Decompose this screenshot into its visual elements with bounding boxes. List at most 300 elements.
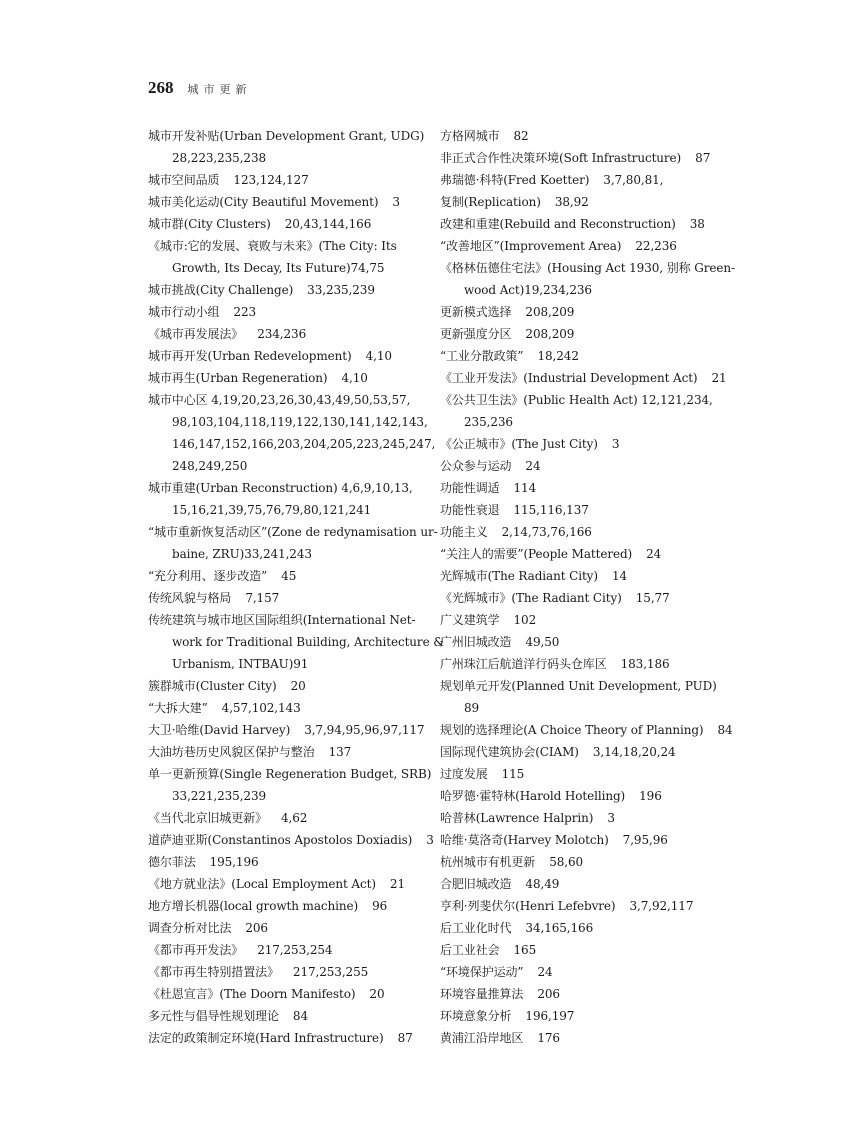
index-term-text: 功能性调适 (440, 481, 500, 495)
index-page-refs: 223 (233, 305, 257, 319)
index-term-text: 环境意象分析 (440, 1009, 512, 1023)
index-page-refs: 4,10 (341, 371, 368, 385)
index-entry (148, 807, 430, 829)
index-term-text: “充分利用、逐步改造” (148, 569, 268, 583)
index-term (440, 235, 730, 257)
index-term-text: “改善地区”(Improvement Area) (440, 239, 622, 253)
index-term (440, 763, 730, 785)
index-page-refs: 22,236 (635, 239, 677, 253)
index-term (148, 389, 430, 411)
index-term-text: 传统建筑与城市地区国际组织(International Net- (148, 613, 416, 627)
index-term-text: 光辉城市(The Radiant City) (440, 569, 598, 583)
index-page-refs: 3 (607, 811, 615, 825)
index-term (440, 851, 730, 873)
index-term-text: 规划单元开发(Planned Unit Development, PUD) (440, 679, 717, 693)
index-term (148, 323, 430, 345)
index-term-continuation (440, 279, 730, 301)
index-term (440, 1005, 730, 1027)
index-entry (440, 785, 730, 807)
index-column-right (440, 125, 735, 1049)
index-term-text: 《公正城市》(The Just City) (440, 437, 598, 451)
index-page-refs: 3 (392, 195, 400, 209)
index-term-text: 亨利·列斐伏尔(Henri Lefebvre) (440, 899, 616, 913)
index-entry (440, 389, 730, 433)
index-term (440, 257, 735, 279)
index-term-text: 《格林伍德住宅法》(Housing Act 1930, 别称 Green- (440, 261, 735, 275)
index-page-refs: 217,253,254 (257, 943, 333, 957)
index-term (440, 895, 730, 917)
index-term-continuation (148, 543, 430, 565)
index-page-refs: 33,235,239 (307, 283, 375, 297)
index-entry (440, 169, 730, 191)
index-entry (440, 345, 730, 367)
index-page-refs: 48,49 (525, 877, 560, 891)
index-term (440, 741, 730, 763)
index-term-text: “关注人的需要”(People Mattered) (440, 547, 633, 561)
index-term (148, 235, 430, 257)
index-entry (440, 807, 730, 829)
index-entry (440, 499, 730, 521)
index-entry (440, 323, 730, 345)
index-term-continuation (148, 257, 430, 279)
index-term-text: 国际现代建筑协会(CIAM) (440, 745, 579, 759)
index-page-refs: 208,209 (525, 305, 575, 319)
index-term (440, 939, 730, 961)
index-page-refs: 14 (611, 569, 628, 583)
index-page-refs: 21 (389, 877, 405, 891)
index-entry (148, 609, 444, 675)
index-page-refs: 3,14,18,20,24 (592, 745, 676, 759)
index-term-text: 道萨迪亚斯(Constantinos Apostolos Doxiadis) (148, 833, 413, 847)
index-page-refs: 7,95,96 (622, 833, 668, 847)
index-entry (440, 851, 730, 873)
index-entry (440, 587, 730, 609)
index-entry (148, 367, 430, 389)
index-term-text: 城市中心区 4,19,20,23,26,30,43,49,50,53,57, (148, 393, 411, 407)
index-page-refs: 18,242 (537, 349, 579, 363)
index-term (148, 917, 430, 939)
index-term (148, 873, 430, 895)
index-entry (148, 961, 430, 983)
index-term (440, 653, 730, 675)
index-entry (440, 125, 730, 147)
index-term-text: 公众参与运动 (440, 459, 512, 473)
index-term (440, 719, 733, 741)
index-term-text: 城市开发补贴(Urban Development Grant, UDG) (148, 129, 425, 143)
index-term-text: 146,147,152,166,203,204,205,223,245,247, (172, 437, 436, 451)
running-head: 城市更新 (187, 83, 252, 96)
index-entry (148, 873, 430, 895)
index-term (440, 785, 730, 807)
index-page-refs: 3,7,80,81, (603, 173, 664, 187)
index-term-text: 33,221,235,239 (172, 789, 267, 803)
index-page-refs: 217,253,255 (292, 965, 369, 979)
index-page-refs: 20 (369, 987, 385, 1001)
index-term-text: 功能性衰退 (440, 503, 500, 517)
index-term-text: 《当代北京旧城更新》 (148, 811, 268, 825)
index-term (148, 301, 430, 323)
index-term-text: 方格网城市 (440, 129, 500, 143)
index-entry (148, 323, 430, 345)
index-column-left (148, 125, 444, 1049)
index-term-text: 235,236 (464, 415, 513, 429)
index-page-refs: 33,241,243 (244, 547, 312, 561)
index-term-text: “环境保护运动” (440, 965, 524, 979)
index-page-refs: 234,236 (257, 327, 307, 341)
index-entry (148, 345, 430, 367)
index-entry (440, 235, 730, 257)
index-term-text: 更新强度分区 (440, 327, 512, 341)
index-term-text: 《杜恩宣言》(The Doorn Manifesto) (148, 987, 356, 1001)
index-entry (440, 521, 730, 543)
index-term-text: 单一更新预算(Single Regeneration Budget, SRB) (148, 767, 432, 781)
index-term-text: 大油坊巷历史风貌区保护与整治 (148, 745, 315, 759)
index-term (440, 917, 730, 939)
index-term (440, 521, 730, 543)
index-entry (148, 1005, 430, 1027)
index-term-text: 更新模式选择 (440, 305, 512, 319)
index-term-text: 地方增长机器(local growth machine) (148, 899, 359, 913)
index-page-refs: 24 (537, 965, 553, 979)
index-term-text: 复制(Replication) (440, 195, 541, 209)
index-term (148, 741, 430, 763)
index-entry (440, 257, 735, 301)
index-term-text: 簇群城市(Cluster City) (148, 679, 277, 693)
index-page-refs: 115 (501, 767, 525, 781)
index-term (148, 191, 430, 213)
index-page-refs: 165 (513, 943, 537, 957)
index-entry (148, 917, 430, 939)
page-header (148, 78, 252, 98)
index-term (440, 675, 730, 697)
index-term-text: 多元性与倡导性规划理论 (148, 1009, 279, 1023)
index-term (148, 983, 430, 1005)
index-page-refs: 3 (611, 437, 620, 451)
index-term (148, 763, 430, 785)
index-entry (440, 301, 730, 323)
index-term-text: 后工业社会 (440, 943, 500, 957)
index-page-refs: 21 (711, 371, 727, 385)
index-entry (440, 609, 730, 631)
index-term-text: 哈普林(Lawrence Halprin) (440, 811, 594, 825)
index-entry (148, 191, 430, 213)
index-term (148, 125, 430, 147)
index-term-text: work for Traditional Building, Architecture & (172, 635, 444, 649)
index-term-text: 广州珠江后航道洋行码头仓库区 (440, 657, 607, 671)
index-term-text: 后工业化时代 (440, 921, 512, 935)
index-term-text: “城市重新恢复活动区”(Zone de redynamisation ur- (148, 525, 438, 539)
index-term (148, 961, 430, 983)
index-entry (148, 675, 430, 697)
index-term (440, 961, 730, 983)
index-term (440, 367, 730, 389)
index-entry (148, 939, 430, 961)
index-entry (440, 191, 730, 213)
index-term-continuation (148, 631, 444, 653)
index-term (440, 499, 730, 521)
index-term (148, 697, 430, 719)
index-term-text: 《城市再发展法》 (148, 327, 244, 341)
index-page-refs: 74,75 (350, 261, 385, 275)
index-page-refs: 176 (537, 1031, 560, 1045)
index-term-continuation (148, 455, 430, 477)
index-term-text: baine, ZRU) (172, 547, 245, 561)
index-term (440, 631, 730, 653)
index-term-text: 黄浦江沿岸地区 (440, 1031, 524, 1045)
index-term-text: 杭州城市有机更新 (440, 855, 536, 869)
index-term (440, 323, 730, 345)
index-term-text: Urbanism, INTBAU) (172, 657, 294, 671)
index-page-refs: 195,196 (209, 855, 259, 869)
index-term (440, 191, 730, 213)
index-entry (440, 213, 730, 235)
index-term-text: 广义建筑学 (440, 613, 500, 627)
index-term (148, 587, 430, 609)
index-term (148, 367, 430, 389)
index-term (148, 719, 430, 741)
index-term-text: “大拆大建” (148, 701, 208, 715)
index-entry (440, 961, 730, 983)
index-page-refs: 208,209 (525, 327, 575, 341)
index-term (440, 543, 730, 565)
index-page-refs: 82 (513, 129, 529, 143)
index-page-refs: 4,10 (365, 349, 392, 363)
index-term (440, 125, 730, 147)
index-term-text: 调查分析对比法 (148, 921, 232, 935)
index-entry (148, 125, 430, 169)
index-term (148, 345, 430, 367)
index-term (440, 477, 730, 499)
index-term-text: 功能主义 (440, 525, 488, 539)
index-term-text: 《公共卫生法》(Public Health Act) 12,121,234, (440, 393, 713, 407)
index-term-text: 《城市:它的发展、衰败与未来》(The City: Its (148, 239, 397, 253)
index-entry (148, 235, 430, 279)
index-entry (148, 521, 438, 565)
index-entry (440, 983, 730, 1005)
index-entry (148, 169, 430, 191)
index-term-text: 28,223,235,238 (172, 151, 267, 165)
index-page-refs: 84 (717, 723, 733, 737)
index-page-refs: 20 (290, 679, 306, 693)
index-term-text: 非正式合作性决策环境(Soft Infrastructure) (440, 151, 682, 165)
index-term-text: 城市行动小组 (148, 305, 220, 319)
index-term-text: 城市群(City Clusters) (148, 217, 271, 231)
index-term-text: 城市重建(Urban Reconstruction) 4,6,9,10,13, (148, 481, 413, 495)
index-term-text: 《都市再开发法》 (148, 943, 244, 957)
index-term-continuation (440, 697, 730, 719)
index-term-text: 德尔菲法 (148, 855, 196, 869)
index-term (440, 455, 730, 477)
index-term-text: 《光辉城市》(The Radiant City) (440, 591, 622, 605)
index-term (148, 851, 430, 873)
index-entry (440, 1027, 730, 1049)
index-page-refs: 20,43,144,166 (284, 217, 372, 231)
index-term (148, 1005, 430, 1027)
index-entry (440, 543, 730, 565)
index-term-text: 传统风貌与格局 (148, 591, 232, 605)
index-term-text: 城市挑战(City Challenge) (148, 283, 294, 297)
index-entry (148, 477, 430, 521)
index-term (440, 389, 730, 411)
index-entry (440, 741, 730, 763)
index-term (148, 565, 430, 587)
index-term (148, 477, 430, 499)
index-page-refs: 137 (328, 745, 352, 759)
index-entry (148, 389, 436, 477)
index-term-text: 大卫·哈维(David Harvey) (148, 723, 291, 737)
index-entry (148, 279, 430, 301)
index-term (440, 873, 730, 895)
index-term (148, 895, 430, 917)
index-page-refs: 4,57,102,143 (221, 701, 301, 715)
index-term-text: 98,103,104,118,119,122,130,141,142,143, (172, 415, 428, 429)
index-term-text: 过度发展 (440, 767, 488, 781)
index-entry (440, 565, 730, 587)
index-term-text: 《工业开发法》(Industrial Development Act) (440, 371, 698, 385)
index-term (440, 345, 730, 367)
index-term-text: “工业分散政策” (440, 349, 524, 363)
index-term (440, 1027, 730, 1049)
index-entry (440, 653, 730, 675)
index-entry (440, 631, 730, 653)
index-entry (440, 719, 733, 741)
index-term-text: 哈维·莫洛奇(Harvey Molotch) (440, 833, 609, 847)
index-term (148, 1027, 430, 1049)
index-page-refs: 24 (525, 459, 541, 473)
index-entry (148, 851, 430, 873)
index-page-refs: 45 (281, 569, 297, 583)
index-term-text: 《地方就业法》(Local Employment Act) (148, 877, 376, 891)
index-page-refs: 115,116,137 (513, 503, 589, 517)
index-term (440, 147, 730, 169)
index-term-text: 法定的政策制定环境(Hard Infrastructure) (148, 1031, 384, 1045)
index-page-refs: 49,50 (525, 635, 560, 649)
index-entry (148, 587, 430, 609)
index-page-refs: 3,7,94,95,96,97,117 (304, 723, 425, 737)
index-term-text: 广州旧城改造 (440, 635, 512, 649)
index-term-continuation (148, 785, 430, 807)
index-entry (440, 675, 730, 719)
index-term-text: 城市美化运动(City Beautiful Movement) (148, 195, 379, 209)
index-term (148, 213, 430, 235)
index-term-text: wood Act) (464, 283, 525, 297)
index-entry (440, 939, 730, 961)
index-entry (440, 1005, 730, 1027)
index-entry (148, 741, 430, 763)
index-page-refs: 87 (695, 151, 711, 165)
index-page-refs: 2,14,73,76,166 (501, 525, 592, 539)
index-page-refs: 196 (639, 789, 662, 803)
index-page-refs: 34,165,166 (525, 921, 594, 935)
index-term-text: 改建和重建(Rebuild and Reconstruction) (440, 217, 676, 231)
index-entry (440, 477, 730, 499)
index-entry (148, 719, 430, 741)
index-entry (148, 983, 430, 1005)
index-entry (440, 763, 730, 785)
index-page-refs: 84 (292, 1009, 308, 1023)
index-term-text: 环境容量推算法 (440, 987, 524, 1001)
index-entry (148, 829, 434, 851)
index-term (148, 807, 430, 829)
index-page-refs: 206 (537, 987, 560, 1001)
index-page-refs: 19,234,236 (524, 283, 592, 297)
index-term-continuation (148, 147, 430, 169)
index-term (440, 983, 730, 1005)
index-entry (148, 697, 430, 719)
index-page-refs: 58,60 (549, 855, 584, 869)
index-term (148, 169, 430, 191)
index-term (440, 433, 730, 455)
index-page-refs: 91 (293, 657, 309, 671)
page-number: 268 (148, 78, 174, 97)
index-page-refs: 87 (397, 1031, 413, 1045)
index-term (440, 565, 730, 587)
index-term-text: 城市再生(Urban Regeneration) (148, 371, 328, 385)
index-page-refs: 38,92 (554, 195, 589, 209)
index-entry (148, 301, 430, 323)
index-entry (440, 147, 730, 169)
index-entry (440, 917, 730, 939)
index-entry (440, 455, 730, 477)
index-term-text: Growth, Its Decay, Its Future) (172, 261, 351, 275)
index-term (148, 279, 430, 301)
index-entry (440, 433, 730, 455)
index-page-refs: 3 (426, 833, 434, 847)
index-term (148, 829, 434, 851)
index-term-continuation (148, 411, 430, 433)
index-term-text: 《都市再生特别措置法》 (148, 965, 279, 979)
index-term (440, 169, 730, 191)
index-entry (440, 367, 730, 389)
index-entry (440, 873, 730, 895)
index-term-continuation (440, 411, 730, 433)
index-term (440, 807, 730, 829)
index-term-text: 248,249,250 (172, 459, 248, 473)
index-entry (148, 895, 430, 917)
index-term-text: 哈罗德·霍特林(Harold Hotelling) (440, 789, 626, 803)
index-page-refs: 38 (689, 217, 705, 231)
index-entry (148, 213, 430, 235)
index-entry (148, 1027, 430, 1049)
index-term-text: 弗瑞德·科特(Fred Koetter) (440, 173, 590, 187)
index-term (148, 939, 430, 961)
index-term (440, 609, 730, 631)
index-term-continuation (148, 499, 430, 521)
index-term (440, 587, 730, 609)
index-page-refs: 4,62 (281, 811, 308, 825)
index-entry (148, 565, 430, 587)
index-page-refs: 3,7,92,117 (629, 899, 694, 913)
index-entry (440, 895, 730, 917)
index-page-refs: 114 (513, 481, 537, 495)
index-page-refs: 206 (245, 921, 268, 935)
index-page-refs: 102 (513, 613, 537, 627)
index-entry (148, 763, 430, 807)
index-page-refs: 196,197 (525, 1009, 575, 1023)
index-term-text: 15,16,21,39,75,76,79,80,121,241 (172, 503, 372, 517)
index-term-text: 规划的选择理论(A Choice Theory of Planning) (440, 723, 704, 737)
index-term-continuation (148, 653, 430, 675)
index-term (148, 521, 438, 543)
index-term-continuation (148, 433, 436, 455)
index-page-refs: 7,157 (245, 591, 280, 605)
index-term-text: 89 (464, 701, 480, 715)
index-page-refs: 15,77 (635, 591, 670, 605)
index-term-text: 合肥旧城改造 (440, 877, 512, 891)
index-page-refs: 24 (646, 547, 662, 561)
index-page-refs: 96 (372, 899, 388, 913)
index-term (440, 301, 730, 323)
